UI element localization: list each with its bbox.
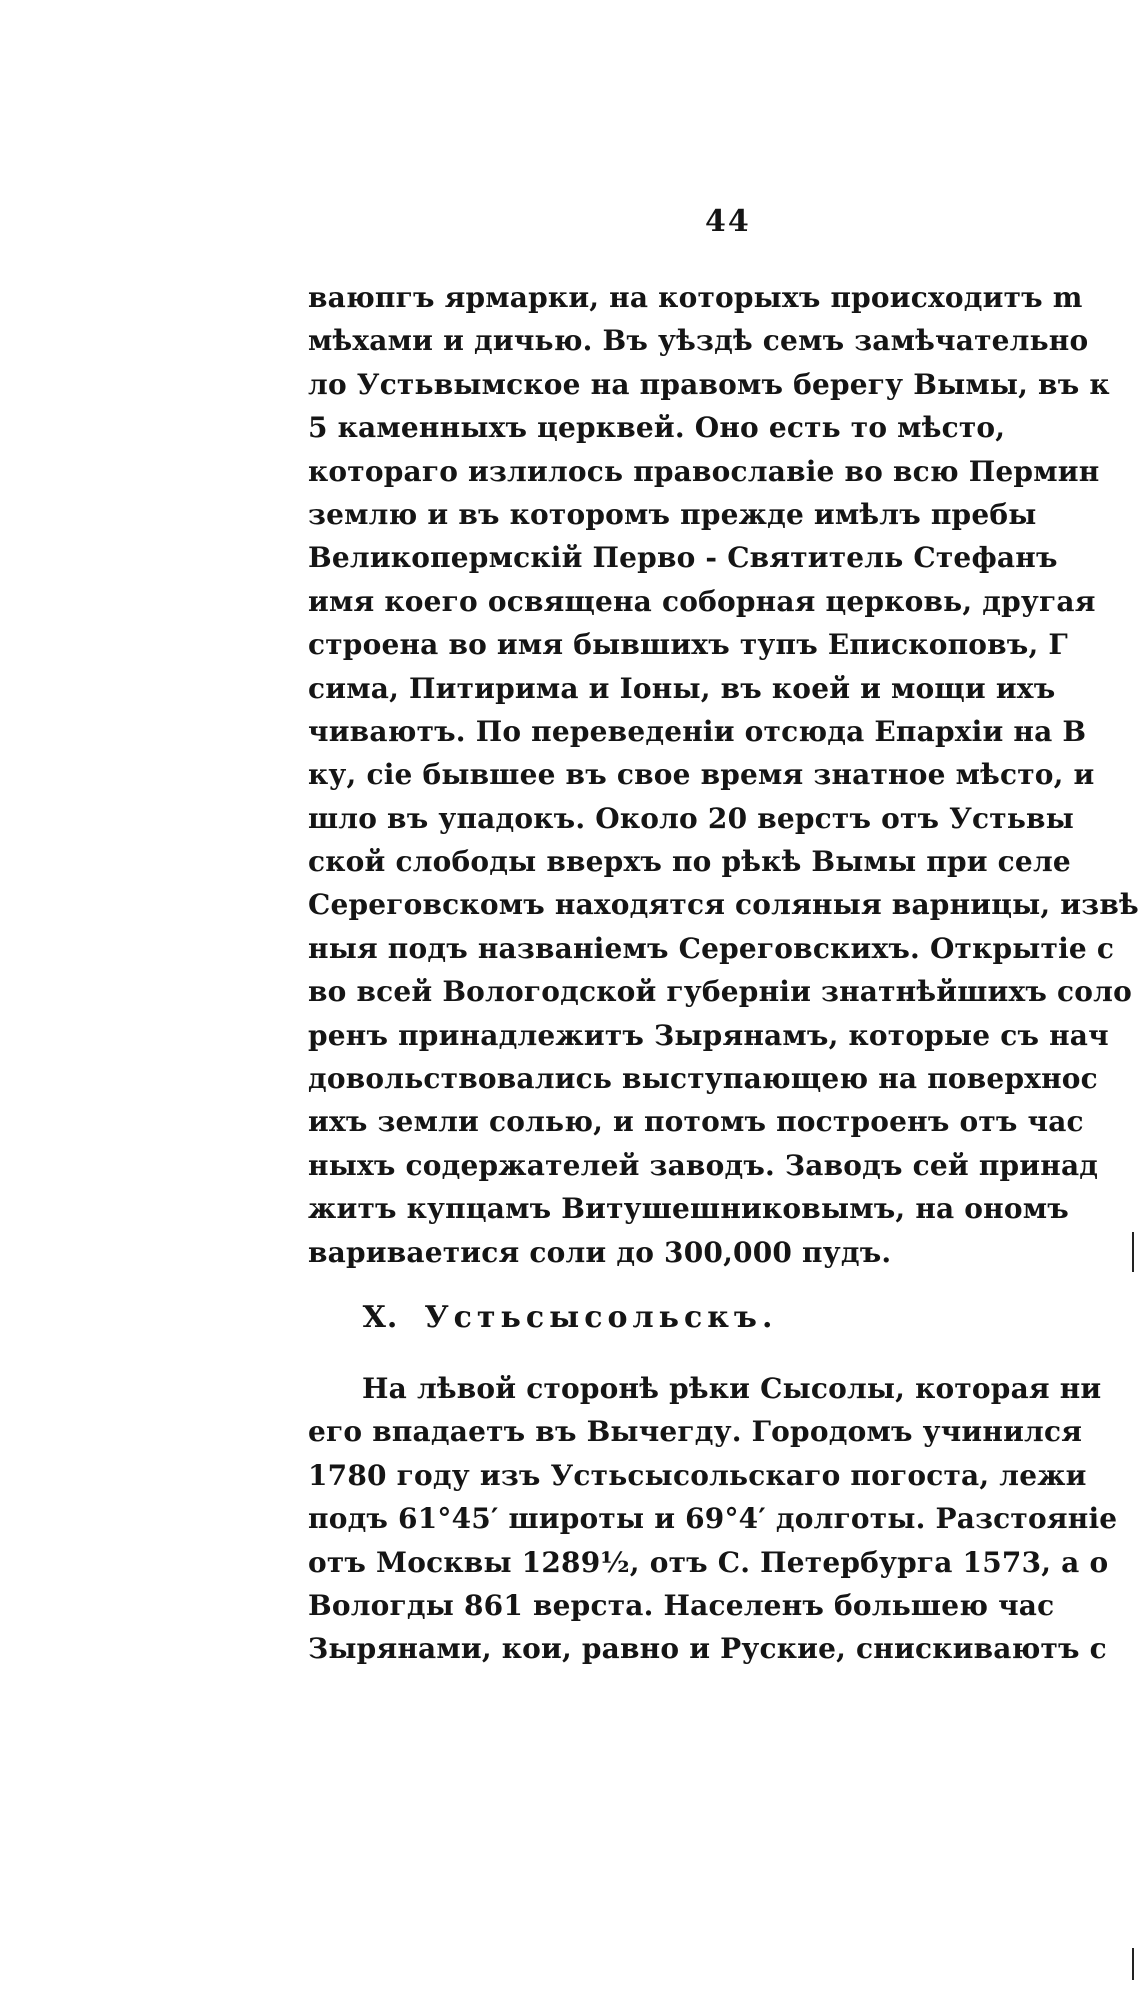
text-line: Вологды 861 верста. Населенъ большею час: [308, 1588, 1055, 1622]
text-line: ныя подъ названіемъ Сереговскихъ. Открытіе с: [308, 931, 1115, 965]
page-edge-mark: [1132, 1948, 1134, 1980]
section-heading: [0, 1300, 1140, 1335]
text-line: землю и въ которомъ прежде имѣлъ пребы: [308, 497, 1037, 531]
text-line: ихъ земли солью, и потомъ построенъ отъ час: [308, 1105, 1084, 1139]
text-line: Великопермскій Перво - Святитель Стефанъ: [308, 541, 1058, 575]
text-line: ло Устьвымское на правомъ берегу Вымы, въ к: [308, 367, 1110, 401]
text-line: ку, сіе бывшее въ свое время знатное мѣсто, и: [308, 758, 1095, 792]
text-line: ренъ принадлежитъ Зырянамъ, которые съ нач: [308, 1018, 1109, 1052]
text-line: ваюпгъ ярмарки, на которыхъ происходитъ m: [308, 281, 1083, 314]
text-line: ской слободы вверхъ по рѣкѣ Вымы при селе: [308, 845, 1071, 879]
text-line: отъ Москвы 1289½, отъ С. Петербурга 1573, а о: [308, 1545, 1109, 1579]
text-line: мѣхами и дичью. Въ уѣздѣ семъ замѣчательно: [308, 324, 1089, 358]
page-edge-mark: [1132, 1232, 1134, 1272]
text-line: котораго излилось православіе во всю Пермин: [308, 454, 1100, 488]
text-line: имя коего освящена соборная церковь, другая: [308, 584, 1096, 618]
paragraph-2: [308, 1367, 1140, 1671]
text-line: сима, Питирима и Іоны, въ коей и мощи ихъ: [308, 671, 1056, 705]
text-line: житъ купцамъ Витушешниковымъ, на ономъ: [308, 1192, 1069, 1226]
text-line: ныхъ содержателей заводъ. Заводъ сей принад: [308, 1148, 1099, 1182]
text-line: довольствовались выступающею на поверхнос: [308, 1062, 1098, 1096]
text-line: чиваютъ. По переведеніи отсюда Епархіи на В: [308, 714, 1087, 748]
text-line: На лѣвой сторонѣ рѣки Сысолы, которая ни: [362, 1372, 1102, 1405]
text-line: шло въ упадокъ. Около 20 верстъ отъ Устьвы: [308, 801, 1074, 835]
text-line: подъ 61°45′ широты и 69°4′ долготы. Разстояніе: [308, 1502, 1118, 1536]
text-line: во всей Вологодской губерніи знатнѣйшихъ соло: [308, 975, 1132, 1009]
text-line: строена во имя бывшихъ тупъ Епископовъ, Г: [308, 628, 1068, 662]
paragraph-1: [308, 276, 1140, 1274]
text-line: Сереговскомъ находятся соляныя варницы, извѣ: [308, 888, 1139, 922]
page-number: 44: [705, 204, 751, 239]
text-line: 1780 году изъ Устьсысольскаго погоста, лежи: [308, 1458, 1087, 1492]
text-line: Зырянами, кои, равно и Руские, снискиваютъ с: [308, 1632, 1107, 1666]
text-line: вариваетися соли до 300,000 пудъ.: [308, 1235, 892, 1269]
section-title: Устьсысольскъ.: [424, 1300, 778, 1335]
section-number: X.: [362, 1300, 399, 1335]
text-line: его впадаетъ въ Вычегду. Городомъ учинился: [308, 1415, 1083, 1449]
text-line: 5 каменныхъ церквей. Оно есть то мѣсто,: [308, 411, 1006, 445]
